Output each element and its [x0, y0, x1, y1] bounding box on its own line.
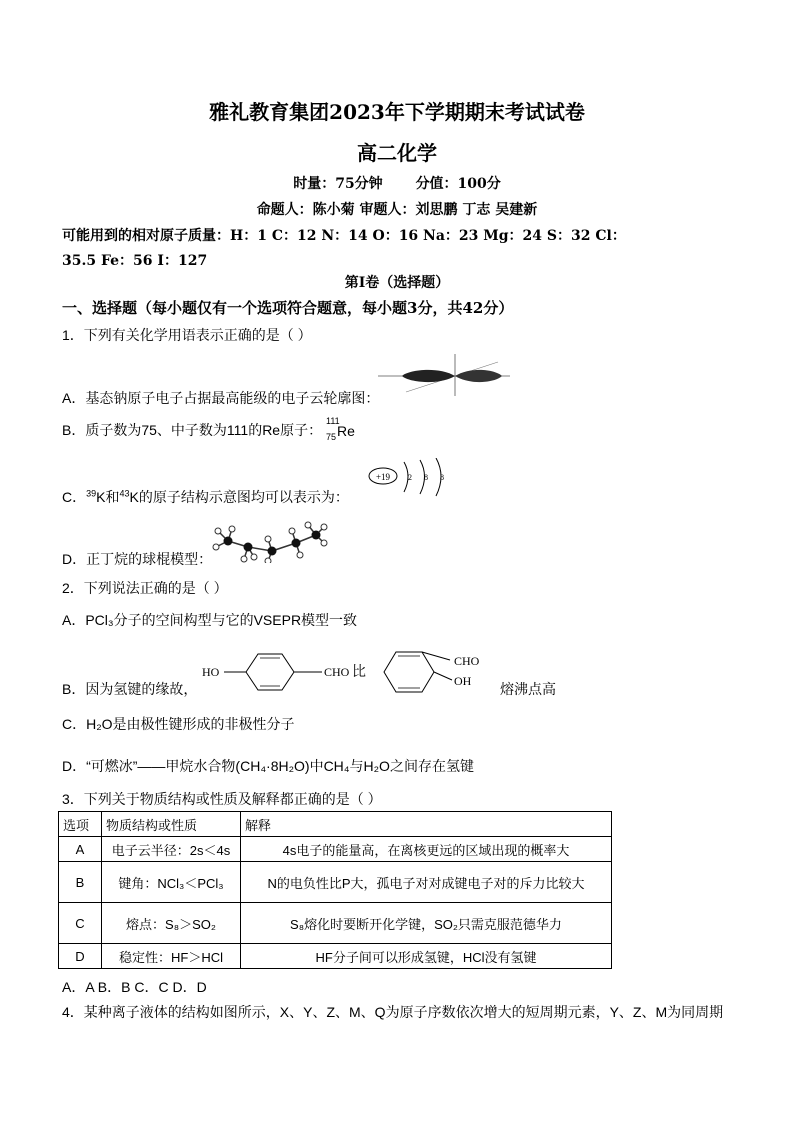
exam-meta — [0, 173, 794, 193]
q1-option-c: C．$^{39}$K和$^{43}$K的原子结构示意图均可以表示为： — [62, 488, 349, 505]
q1-option-b: B．质子数为75、中子数为111的Re原子： 111 75 Re — [62, 416, 355, 443]
table-row: B 键角：NCl₃＜PCl₃ N的电负性比P大，孤电子对对成键电子对的斥力比较大 — [59, 862, 612, 903]
q2-option-b-suffix: 熔沸点高 — [500, 681, 556, 697]
re-isotope: 111 75 Re — [325, 416, 355, 443]
q1-option-d: D．正丁烷的球棍模型： — [62, 551, 213, 567]
q3-stem: 3．下列关于物质结构或性质及解释都正确的是（ ） — [62, 791, 382, 807]
part-heading: 第Ⅰ卷（选择题） — [344, 275, 450, 291]
k-nucleus-label: +19 — [375, 472, 391, 482]
table-row: D 稳定性：HF＞HCl HF分子间可以形成氢键，HCl没有氢键 — [59, 944, 612, 969]
q1-option-a: A．基态钠原子电子占据最高能级的电子云轮廓图： — [62, 390, 380, 406]
q3-options: A．A B．B C．C D．D — [62, 979, 207, 995]
exam-time: 时量：75分钟 — [293, 176, 383, 192]
q2-option-b-prefix: B．因为氢键的缘故， — [62, 681, 198, 697]
butane-ball-stick-model — [210, 521, 328, 563]
exam-authors: 命题人：陈小菊 审题人：刘思鹏 丁志 吴建新 — [256, 202, 538, 218]
table-row: A 电子云半径：2s＜4s 4s电子的能量高，在离核更远的区域出现的概率大 — [59, 837, 612, 862]
exam-title: 雅礼教育集团2023年下学期期末考试试卷 — [209, 100, 585, 124]
p-orbital-figure — [378, 352, 513, 398]
k-atomic-structure-figure — [366, 458, 456, 498]
exam-subject: 高二化学 — [357, 141, 437, 165]
q2-option-c: C．H₂O是由极性键形成的非极性分子 — [62, 716, 295, 732]
svg-text:比: 比 — [352, 663, 366, 679]
q2-option-a: A．PCl₃分子的空间构型与它的VSEPR模型一致 — [62, 612, 358, 628]
q2-option-d: D．“可燃冰”——甲烷水合物(CH₄·8H₂O)中CH₄与H₂O之间存在氢键 — [62, 758, 474, 774]
table-row: C 熔点：S₈＞SO₂ S₈熔化时要断开化学键，SO₂只需克服范德华力 — [59, 903, 612, 944]
q1-stem: 1．下列有关化学用语表示正确的是（ ） — [62, 327, 312, 343]
atomic-masses: 可能用到的相对原子质量：H：1 C：12 N：14 O：16 Na：23 Mg：24 S：32 Cl： 35.5 Fe：56 I：127 — [62, 228, 626, 269]
svg-text:OH: OH — [454, 674, 472, 688]
k-shell-3: 8 — [440, 473, 444, 482]
k-shell-2: 8 — [424, 473, 428, 482]
section-heading: 一、选择题（每小题仅有一个选项符合题意，每小题3分，共42分） — [62, 299, 514, 317]
q4-stem: 4．某种离子液体的结构如图所示，X、Y、Z、M、Q为原子序数依次增大的短周期元素，Y、Z、M为同周期 — [62, 1004, 724, 1020]
q3-table — [58, 811, 612, 969]
svg-text:HO: HO — [202, 665, 220, 679]
exam-score: 分值：100分 — [415, 176, 501, 192]
svg-text:CHO: CHO — [324, 665, 350, 679]
q2-stem: 2．下列说法正确的是（ ） — [62, 580, 228, 596]
table-header-row: 选项 物质结构或性质 解释 — [59, 812, 612, 837]
k-shell-1: 2 — [408, 473, 412, 482]
hydroxybenzaldehyde-structures — [200, 648, 510, 698]
svg-text:CHO: CHO — [454, 654, 480, 668]
